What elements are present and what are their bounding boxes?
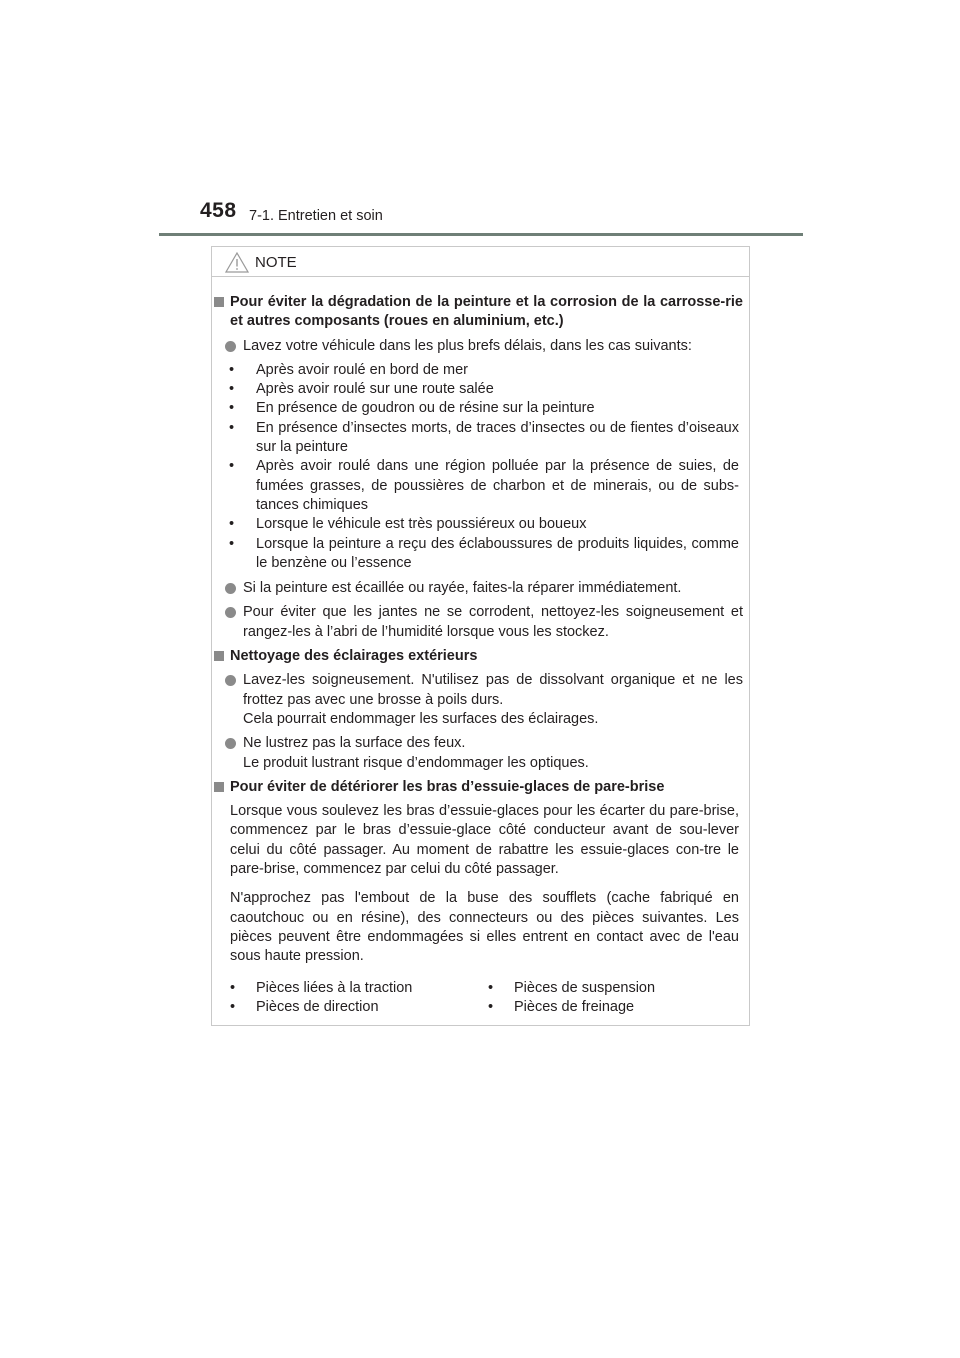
header-rule	[159, 233, 803, 236]
list-item: • Lorsque la peinture a reçu des éclaboussures de produits liquides, comme le benzène ou l’essence	[229, 535, 739, 571]
list-item: • Après avoir roulé dans une région polluée par la présence de suies, de fumées grasses, de poussières de charbon et de minerais, ou de subs-tances chimiques	[229, 458, 739, 513]
square-bullet-icon	[214, 651, 224, 661]
section-title: 7-1. Entretien et soin	[249, 208, 383, 224]
list-item: • Lorsque le véhicule est très poussiéreux ou boueux	[229, 516, 587, 533]
wiper-paragraph: Lorsque vous soulevez les bras d’essuie-glaces pour les écarter du pare-brise, commencez par le bras d’essuie-glace côté conducteur avant de sou-lever celui du côté passager. Au moment de rabattre les essuie-glaces con-tre le pare-brise, commencez par celui du côté passager.	[230, 803, 739, 878]
circle-bullet-icon	[225, 675, 236, 686]
circle-bullet-icon	[225, 341, 236, 352]
list-item: • Après avoir roulé sur une route salée	[229, 381, 494, 398]
item-chipped-paint: Si la peinture est écaillée ou rayée, faites-la réparer immédiatement.	[212, 579, 743, 598]
parts-list	[212, 979, 749, 1018]
parts-column-right	[488, 979, 746, 1018]
list-item: • Pièces de freinage	[488, 998, 635, 1015]
item-wash-vehicle: Lavez votre véhicule dans les plus brefs délais, dans les cas suivants:	[212, 337, 743, 356]
section-heading-wipers: Pour éviter de détériorer les bras d’essuie-glaces de pare-brise	[212, 778, 743, 797]
note-label: NOTE	[255, 254, 297, 271]
square-bullet-icon	[214, 297, 224, 307]
wash-cases-list	[212, 361, 749, 573]
square-bullet-icon	[214, 782, 224, 792]
section-heading-paint: Pour éviter la dégradation de la peinture et la corrosion de la carrosse-rie et autres composants (roues en aluminium, etc.)	[212, 293, 743, 332]
circle-bullet-icon	[225, 583, 236, 594]
section-heading-lights: Nettoyage des éclairages extérieurs	[212, 647, 743, 666]
note-header	[212, 247, 749, 277]
circle-bullet-icon	[225, 738, 236, 749]
note-body	[212, 293, 749, 1017]
list-item: • Pièces liées à la traction	[230, 979, 413, 996]
list-item: • En présence d’insectes morts, de traces d’insectes ou de fientes d’oiseaux sur la peinture	[229, 419, 739, 456]
warning-triangle-icon	[225, 252, 249, 273]
circle-bullet-icon	[225, 607, 236, 618]
nozzle-paragraph: N'approchez pas l'embout de la buse des soufflets (cache fabriqué en caoutchouc ou en résine), des connecteurs ou des pièces suivantes. Les pièces peuvent être endommagées si elles entrent en contact avec de l'eau sous haute pression.	[230, 890, 739, 965]
item-no-polish: Ne lustrez pas la surface des feux. Le produit lustrant risque d’endommager les optiques.	[212, 734, 743, 773]
page-number: 458	[200, 199, 237, 222]
note-box	[211, 246, 750, 1026]
list-item: • Pièces de direction	[230, 998, 379, 1015]
parts-column-left	[230, 979, 488, 1018]
list-item: • En présence de goudron ou de résine sur la peinture	[229, 400, 595, 417]
list-item: • Après avoir roulé en bord de mer	[229, 361, 468, 378]
list-item: • Pièces de suspension	[488, 979, 656, 996]
item-wash-lights: Lavez-les soigneusement. N'utilisez pas de dissolvant organique et ne les frottez pas avec une brosse à poils durs. Cela pourrait endommager les surfaces des éclairages.	[212, 671, 743, 729]
item-wheel-corrosion: Pour éviter que les jantes ne se corrodent, nettoyez-les soigneusement et rangez-les à l’abri de l’humidité lorsque vous les stockez.	[212, 603, 743, 642]
